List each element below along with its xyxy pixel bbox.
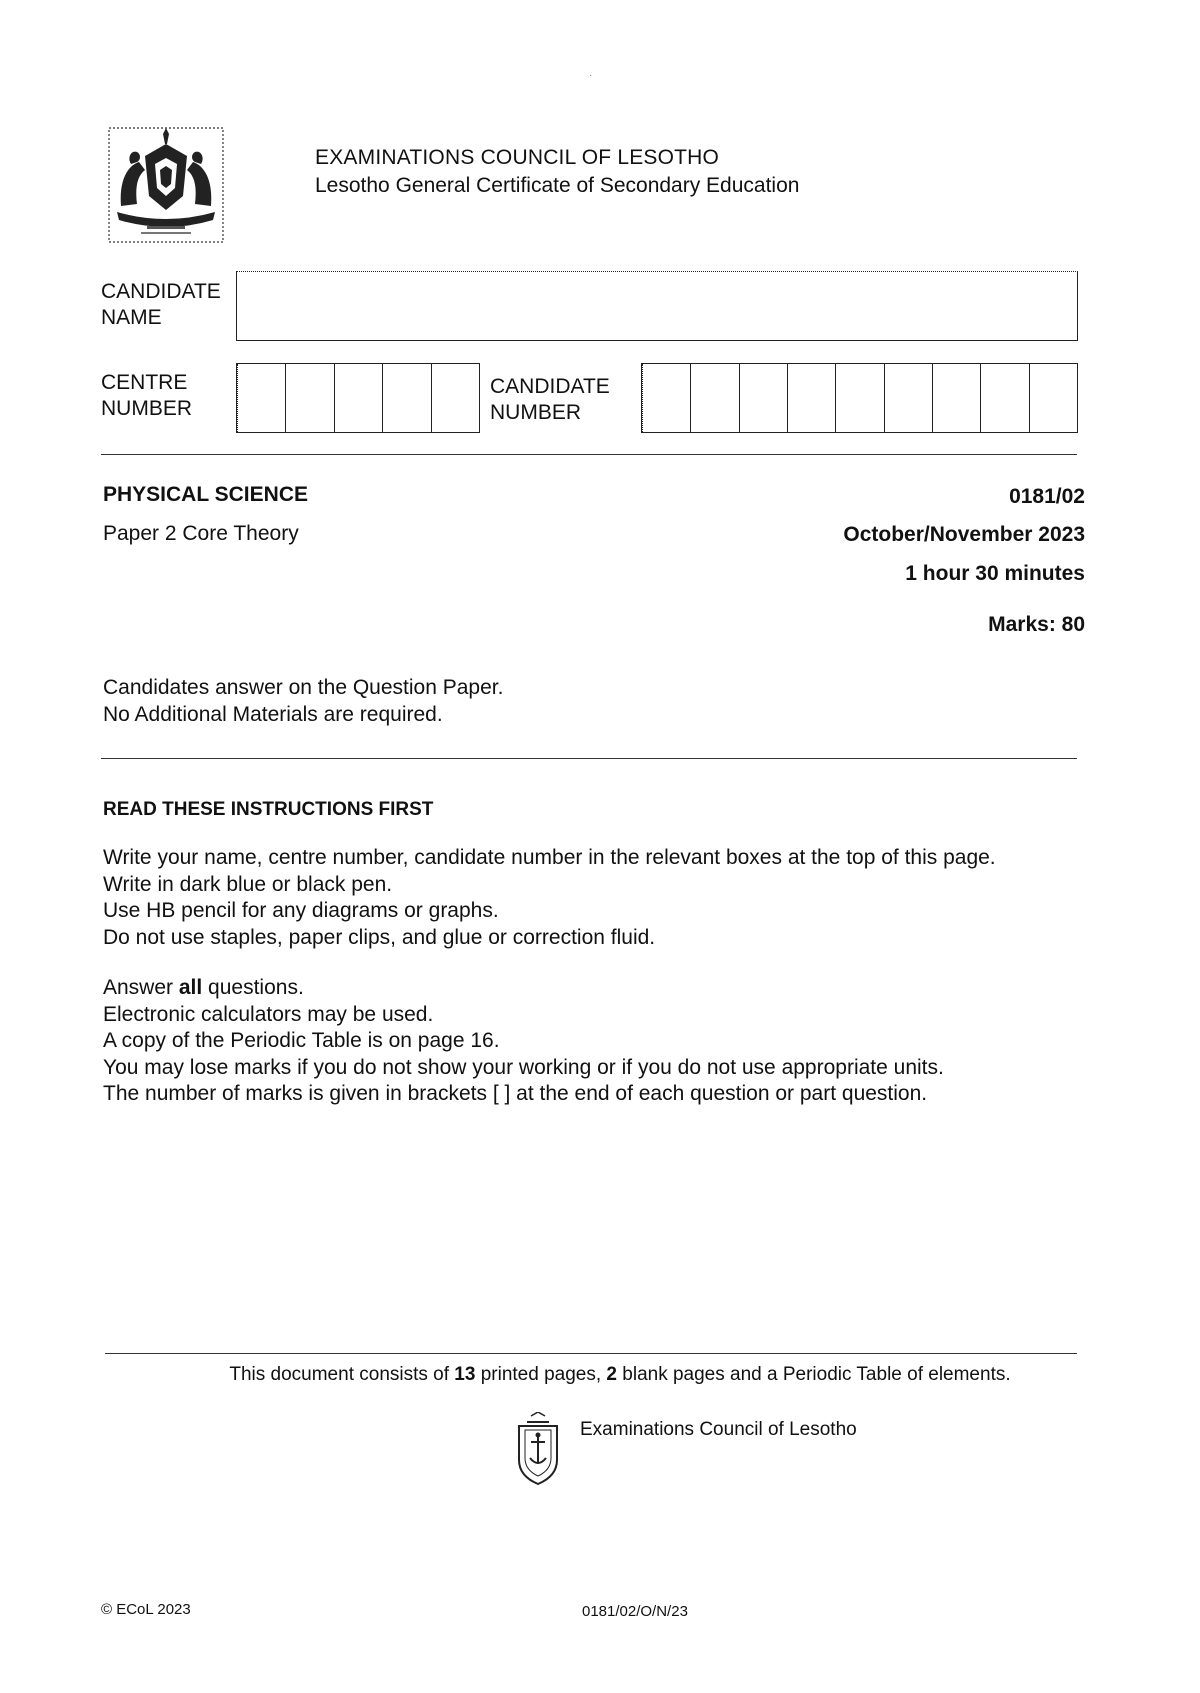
centre-number-field[interactable]	[236, 363, 480, 433]
digit-box[interactable]	[642, 364, 690, 432]
digit-box[interactable]	[382, 364, 430, 432]
ecol-seal-icon	[513, 1412, 563, 1486]
centre-number-label: CENTRE NUMBER	[101, 371, 193, 420]
paper-title: Paper 2 Core Theory	[103, 522, 299, 545]
candidate-name-label: CANDIDATE NAME	[101, 280, 221, 329]
instructions-block-2: Answer all questions. Electronic calculators may be used. A copy of the Periodic Table is on page 16. You may lose marks if you do not show your working or if you do not use appropriate units. The number of marks is given in brackets [ ] at the end of each question or part question.	[103, 976, 944, 1105]
digit-box[interactable]	[787, 364, 835, 432]
materials-note: Candidates answer on the Question Paper. No Additional Materials are required.	[103, 676, 504, 726]
exam-duration: 1 hour 30 minutes	[905, 562, 1085, 585]
candidate-name-field[interactable]	[236, 271, 1078, 341]
digit-box[interactable]	[285, 364, 333, 432]
scan-mark: ·	[589, 70, 593, 81]
digit-box[interactable]	[690, 364, 738, 432]
digit-box[interactable]	[237, 364, 285, 432]
candidate-number-field[interactable]	[641, 363, 1078, 433]
page-count-note: This document consists of 13 printed pages, 2 blank pages and a Periodic Table of elements.	[229, 1364, 1011, 1385]
digit-box[interactable]	[980, 364, 1028, 432]
council-name: EXAMINATIONS COUNCIL OF LESOTHO	[315, 146, 720, 169]
digit-box[interactable]	[884, 364, 932, 432]
subject-title: PHYSICAL SCIENCE	[103, 483, 308, 506]
divider	[101, 758, 1077, 759]
copyright: © ECoL 2023	[101, 1601, 191, 1618]
certificate-name: Lesotho General Certificate of Secondary Education	[315, 174, 800, 197]
document-reference: 0181/02/O/N/23	[582, 1603, 688, 1620]
instructions-block-1: Write your name, centre number, candidate number in the relevant boxes at the top of this page. Write in dark blue or black pen. Use HB pencil for any diagrams or graphs. Do not use staples, paper clips, and glue or correction fluid.	[103, 846, 996, 949]
publisher-name: Examinations Council of Lesotho	[580, 1419, 857, 1440]
paper-code: 0181/02	[1009, 485, 1085, 508]
exam-session: October/November 2023	[843, 523, 1085, 546]
digit-box[interactable]	[932, 364, 980, 432]
digit-box[interactable]	[431, 364, 479, 432]
digit-box[interactable]	[1029, 364, 1077, 432]
digit-box[interactable]	[739, 364, 787, 432]
divider	[105, 1353, 1077, 1354]
divider	[101, 454, 1077, 455]
digit-box[interactable]	[334, 364, 382, 432]
candidate-number-label: CANDIDATE NUMBER	[490, 375, 610, 424]
lesotho-crest-icon	[107, 126, 225, 244]
total-marks: Marks: 80	[988, 613, 1085, 636]
instructions-heading: READ THESE INSTRUCTIONS FIRST	[103, 799, 434, 820]
digit-box[interactable]	[835, 364, 883, 432]
